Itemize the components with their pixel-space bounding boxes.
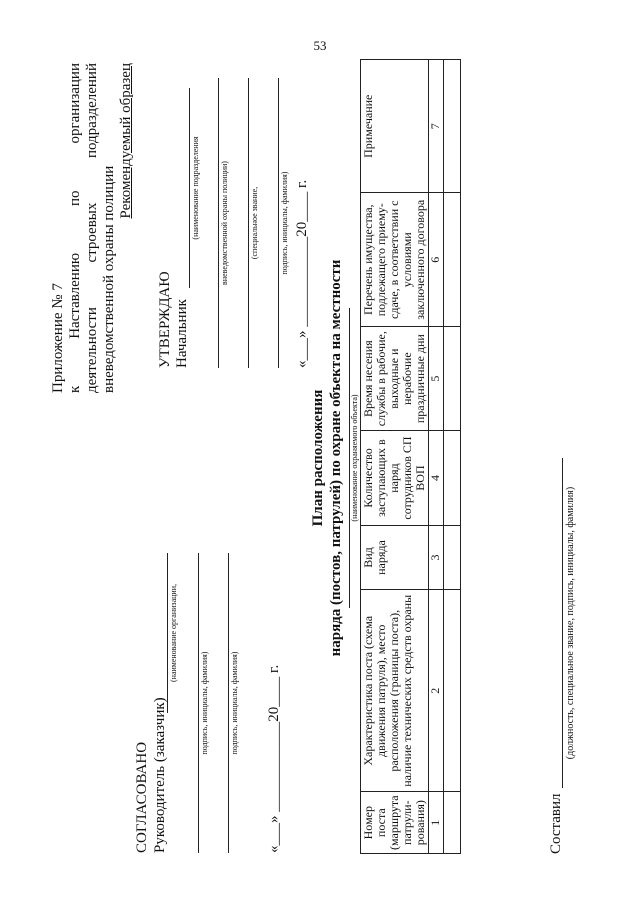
header-note: Примечание [361,60,429,193]
column-number: 1 [429,792,444,854]
agreed-line-2 [198,553,199,853]
approved-line-3 [248,78,249,368]
plan-subtitle: наряда (постов, патрулей) по охране объекта на местности [328,259,344,657]
header-service-time: Время несения службы в рабочие, выходные и нерабочие праздничные дни [361,327,429,431]
column-number: 7 [429,60,444,193]
column-number: 2 [429,590,444,792]
rotated-form-sheet [38,38,598,878]
compiled-hint: (должность, специальное звание, подпись, инициалы, фамилия) [565,486,576,760]
appendix-line-2: деятельности строевых подразделений [84,63,100,393]
header-post-number: Номер поста (маршрута патрули-рования) [361,792,429,854]
table-row [444,60,461,854]
header-duty-type: Вид наряда [361,525,429,589]
agreed-role-line [167,553,168,713]
table-cell[interactable] [444,792,461,854]
appendix-line-3: вневедомственной охраны полиции [101,165,117,393]
header-post-characteristics: Характеристика поста (схема движения патруля), место расположения (границы поста), наличие технических средств охраны [361,590,429,792]
appendix-title: Приложение № 7 [50,283,66,393]
approved-role: Начальник [174,299,190,368]
approved-hint-unit: (наименование подразделения [191,136,200,240]
approved-hint-sign: подпись, инициалы, фамилия) [280,171,289,275]
column-number: 3 [429,525,444,589]
agreed-hint-sign-2: подпись, инициалы, фамилия) [230,651,239,755]
table-cell[interactable] [444,431,461,526]
appendix-block [50,63,135,393]
agreed-line-3 [228,553,229,853]
approved-hint-rank: (специальное звание, [250,186,259,260]
column-number: 5 [429,327,444,431]
table-cell[interactable] [444,590,461,792]
table-header-row [361,60,429,854]
recommended-sample-label: Рекомендуемый образец [118,63,134,219]
agreed-hint-sign-1: подпись, инициалы, фамилия) [200,651,209,755]
agreed-hint-org: (наименование организации, [169,584,178,682]
approved-line-2 [218,78,219,368]
approved-hint-police: вневедомственной охраны полиции) [220,161,229,285]
agreed-role: Руководитель (заказчик) [152,697,168,853]
header-property-list: Перечень имущества, подлежащего приему-сдаче, в соответствии с условиями заключенного договора [361,193,429,327]
appendix-line-1: к Наставлению по организации [67,63,83,393]
table-number-row [429,60,444,854]
compiled-line [562,458,563,788]
object-name-hint: (наименование охраняемого объекта) [350,394,359,522]
agreed-date: «___» ____________20____ г. [266,664,282,853]
column-number: 6 [429,193,444,327]
agreed-title: СОГЛАСОВАНО [134,741,150,853]
approved-line-4 [278,78,279,368]
approved-role-line [189,88,190,288]
table-cell[interactable] [444,60,461,193]
posts-plan-table [360,59,461,854]
page-number: 53 [313,38,327,53]
header-staff-count: Количество заступающих в наряд сотрудников СП ВОП [361,431,429,526]
approved-title: УТВЕРЖДАЮ [157,271,173,368]
column-number: 4 [429,431,444,526]
table-cell[interactable] [444,193,461,327]
plan-title: План расположения [310,389,326,527]
table-cell[interactable] [444,327,461,431]
table-cell[interactable] [444,525,461,589]
compiled-label: Составил [548,793,564,854]
approved-date: «___» ____________20____ г. [294,179,310,368]
